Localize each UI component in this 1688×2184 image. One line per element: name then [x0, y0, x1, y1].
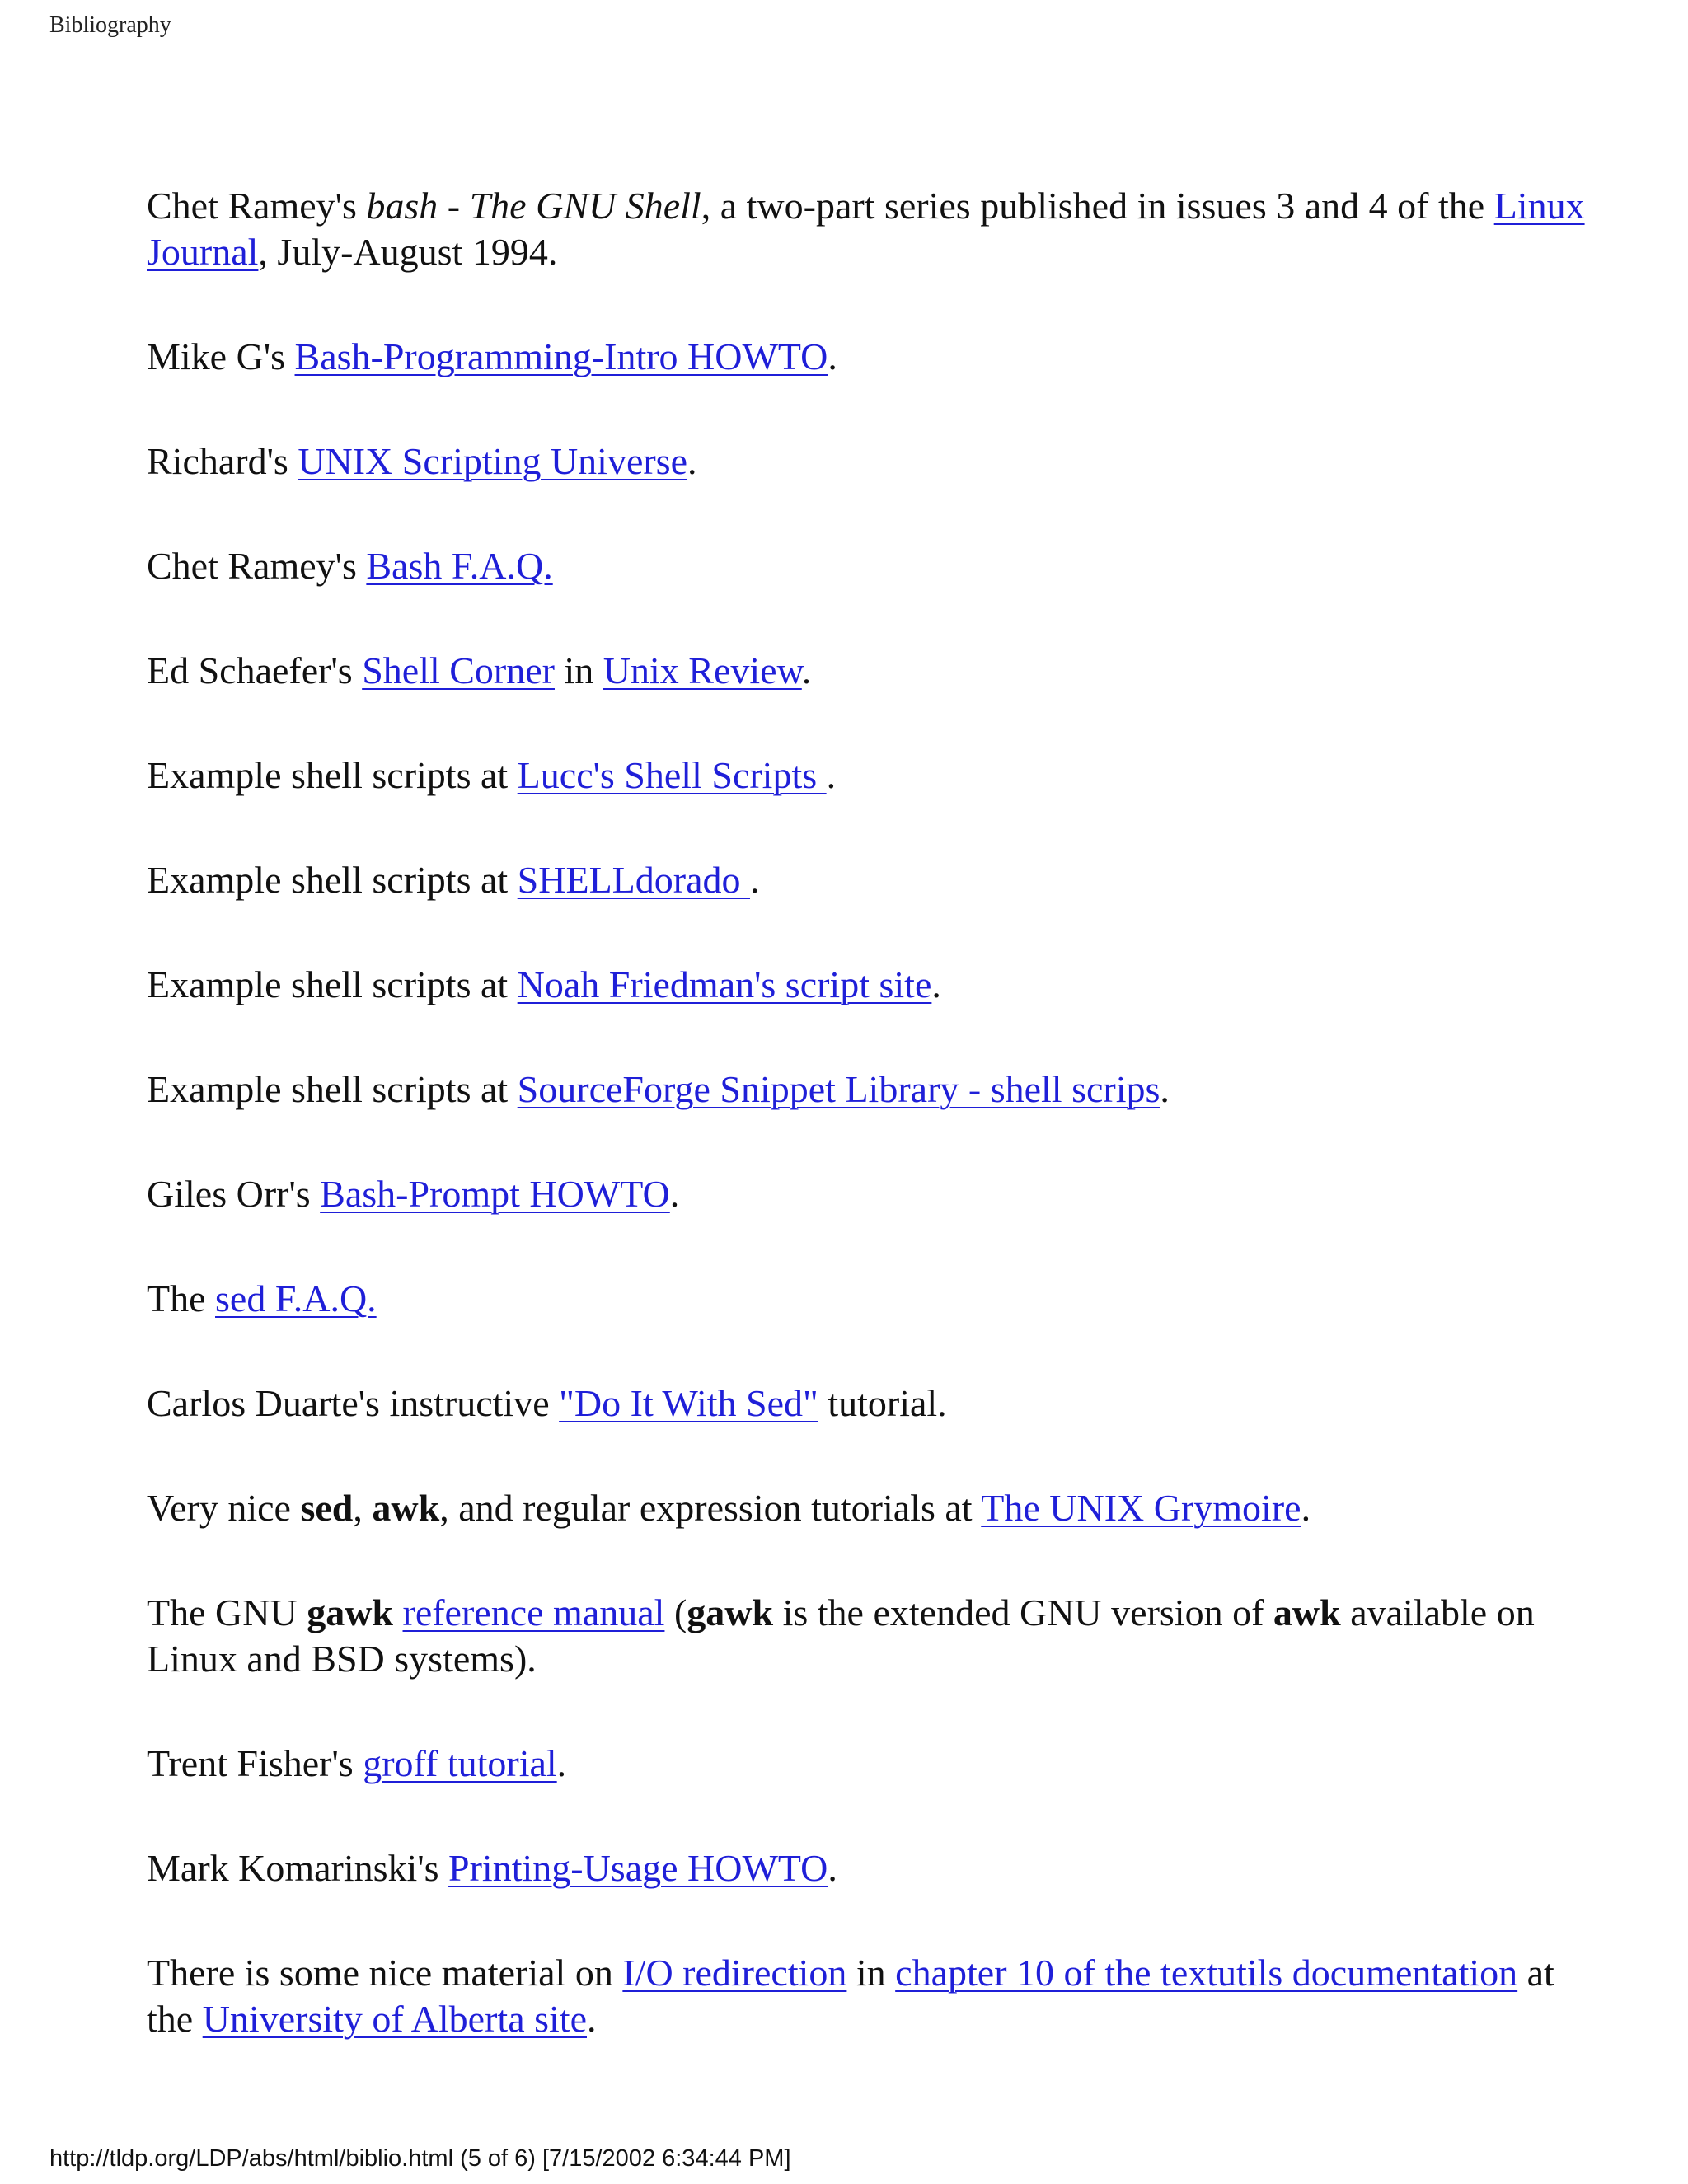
- entry-text: .: [1160, 1068, 1170, 1110]
- entry-text: .: [801, 649, 812, 691]
- entry-text: in: [846, 1952, 896, 1994]
- entry-link[interactable]: University of Alberta site: [202, 1998, 587, 2040]
- bibliography-entry: [147, 543, 1597, 589]
- bibliography-entry: [147, 857, 1597, 903]
- entry-text: Richard's: [147, 440, 298, 482]
- entry-text: gawk: [307, 1591, 393, 1633]
- entry-link[interactable]: SHELLdorado: [517, 859, 751, 901]
- entry-text: Chet Ramey's: [147, 185, 367, 227]
- entry-text: at the: [147, 1952, 1554, 2040]
- entry-text: Example shell scripts at: [147, 963, 518, 1005]
- entry-text: Giles Orr's: [147, 1173, 321, 1215]
- entry-link[interactable]: sed F.A.Q.: [215, 1277, 377, 1319]
- bibliography-list: [147, 183, 1597, 2101]
- entry-link[interactable]: Noah Friedman's script site: [517, 963, 932, 1005]
- entry-text: , a two-part series published in issues 3 and 4 of the: [701, 185, 1494, 227]
- entry-text: .: [669, 1173, 680, 1215]
- entry-link[interactable]: Shell Corner: [362, 649, 555, 691]
- entry-link[interactable]: "Do It With Sed": [559, 1382, 818, 1424]
- bibliography-entry: [147, 438, 1597, 485]
- entry-text: The GNU: [147, 1591, 307, 1633]
- bibliography-entry: [147, 1845, 1597, 1891]
- entry-link[interactable]: Unix Review: [603, 649, 802, 691]
- entry-link[interactable]: UNIX Scripting Universe: [298, 440, 688, 482]
- bibliography-entry: [147, 183, 1597, 275]
- entry-text: Mark Komarinski's: [147, 1847, 449, 1889]
- bibliography-entry: [147, 1171, 1597, 1217]
- entry-text: ,: [353, 1487, 373, 1529]
- bibliography-entry: [147, 1066, 1597, 1113]
- bibliography-entry: [147, 1485, 1597, 1531]
- entry-text: .: [587, 1998, 597, 2040]
- entry-link[interactable]: The UNIX Grymoire: [981, 1487, 1301, 1529]
- entry-text: The: [147, 1277, 216, 1319]
- entry-text: .: [931, 963, 941, 1005]
- entry-text: , and regular expression tutorials at: [439, 1487, 982, 1529]
- entry-text: (: [664, 1591, 687, 1633]
- entry-text: is the extended GNU version of: [773, 1591, 1273, 1633]
- entry-text: .: [556, 1742, 567, 1784]
- entry-link[interactable]: groff tutorial: [363, 1742, 557, 1784]
- entry-link[interactable]: Lucc's Shell Scripts: [517, 754, 827, 796]
- page-footer-url: http://tldp.org/LDP/abs/html/biblio.html (5 of 6) [7/15/2002 6:34:44 PM]: [49, 2145, 791, 2172]
- entry-link[interactable]: reference manual: [402, 1591, 665, 1633]
- entry-link[interactable]: Printing-Usage HOWTO: [448, 1847, 828, 1889]
- entry-text: bash - The GNU Shell: [366, 185, 701, 227]
- entry-text: Ed Schaefer's: [147, 649, 363, 691]
- entry-link[interactable]: I/O redirection: [622, 1952, 847, 1994]
- entry-text: Example shell scripts at: [147, 754, 518, 796]
- entry-link[interactable]: Linux Journal: [147, 185, 1585, 273]
- entry-text: Carlos Duarte's instructive: [147, 1382, 560, 1424]
- bibliography-entry: [147, 962, 1597, 1008]
- entry-text: Very nice: [147, 1487, 301, 1529]
- entry-text: .: [687, 440, 697, 482]
- entry-link[interactable]: SourceForge Snippet Library - shell scrips: [517, 1068, 1160, 1110]
- bibliography-entry: [147, 1590, 1597, 1682]
- entry-text: in: [554, 649, 603, 691]
- entry-text: Mike G's: [147, 335, 295, 377]
- bibliography-entry: [147, 648, 1597, 694]
- entry-text: Trent Fisher's: [147, 1742, 363, 1784]
- entry-text: Example shell scripts at: [147, 1068, 518, 1110]
- bibliography-entry: [147, 1380, 1597, 1427]
- entry-text: .: [750, 859, 760, 901]
- entry-text: .: [828, 335, 837, 377]
- entry-text: tutorial.: [818, 1382, 947, 1424]
- entry-text: [393, 1591, 403, 1633]
- bibliography-entry: [147, 1741, 1597, 1787]
- entry-text: Chet Ramey's: [147, 545, 367, 587]
- entry-link[interactable]: Bash-Prompt HOWTO: [320, 1173, 670, 1215]
- bibliography-entry: [147, 1276, 1597, 1322]
- entry-text: There is some nice material on: [147, 1952, 623, 1994]
- entry-text: Example shell scripts at: [147, 859, 518, 901]
- entry-link[interactable]: Bash-Programming-Intro HOWTO: [294, 335, 828, 377]
- entry-text: .: [1301, 1487, 1311, 1529]
- entry-text: awk: [372, 1487, 440, 1529]
- entry-link[interactable]: chapter 10 of the textutils documentation: [895, 1952, 1518, 1994]
- entry-text: .: [828, 1847, 837, 1889]
- entry-text: .: [826, 754, 837, 796]
- bibliography-entry: [147, 334, 1597, 380]
- entry-link[interactable]: Bash F.A.Q.: [366, 545, 553, 587]
- bibliography-entry: [147, 1950, 1597, 2042]
- page-header-title: Bibliography: [49, 12, 171, 38]
- entry-text: , July-August 1994.: [258, 231, 558, 273]
- entry-text: awk: [1273, 1591, 1341, 1633]
- entry-text: available on Linux and BSD systems).: [147, 1591, 1535, 1680]
- entry-text: sed: [300, 1487, 354, 1529]
- bibliography-entry: [147, 752, 1597, 799]
- entry-text: gawk: [687, 1591, 774, 1633]
